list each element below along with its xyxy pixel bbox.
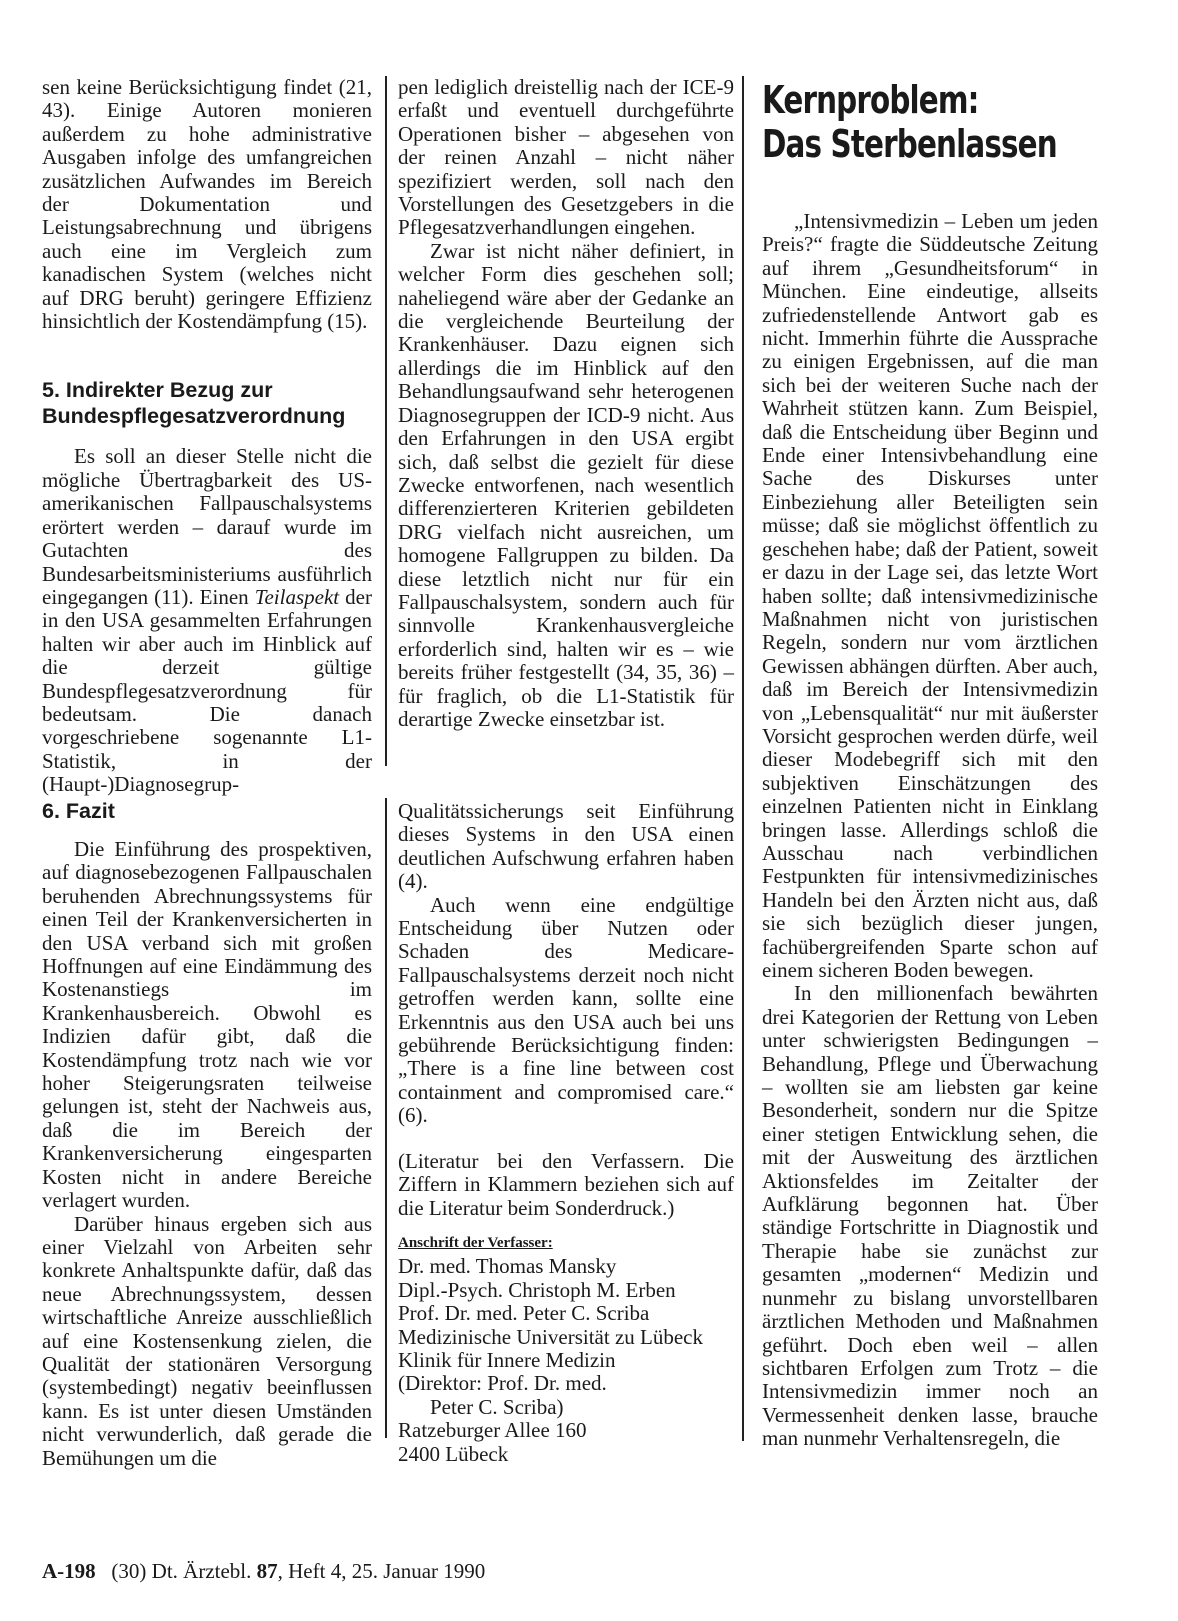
- address-line: Peter C. Scriba): [430, 1394, 564, 1419]
- column-3: [762, 78, 1098, 1451]
- issue-date: , Heft 4, 25. Januar 1990: [277, 1559, 486, 1583]
- address-line: Ratzeburger Allee 160: [398, 1418, 587, 1443]
- page-number: A-198: [42, 1559, 96, 1583]
- column-1-lower: [42, 798, 372, 1470]
- column-rule-right: [742, 76, 744, 1441]
- section-heading-5: 5. Indirekter Bezug zur Bundespflegesatzverordnung: [42, 378, 346, 429]
- section-heading-6: 6. Fazit: [42, 799, 115, 823]
- column-1: [42, 76, 372, 797]
- address-line: Prof. Dr. med. Peter C. Scriba: [398, 1301, 650, 1326]
- paragraph: sen keine Berücksichtigung findet (21, 43). Einige Autoren monieren außerdem zu hohe administrative Ausgaben infolge des umfangreichen zusätzlichen Aufwandes im Bereich der Dokumentation und Leistungsabrechnung und übrigens auch eine im Vergleich zum kanadischen System (welches nicht auf DRG beruht) geringere Effizienz hinsichtlich der Kostendämpfung (15).: [42, 75, 372, 334]
- paragraph: Zwar ist nicht näher definiert, in welcher Form dies geschehen soll; naheliegend wäre aber der Gedanke an die vergleichende Beurteilung der Krankenhäuser. Dazu eignen sich allerdings die im Hinblick auf den Behandlungsaufwand sehr heterogenen Diagnosegruppen der ICD-9 nicht. Aus den Erfahrungen in den USA ergibt sich, daß selbst die gezielt für diese Zwecke entworfenen, nach wesentlich differenzierteren Kriterien gebildeten DRG vielfach nicht ausreichen, um homogene Fallgruppen zu bilden. Da diese letztlich nicht nur für ein Fallpauschalsystem, sondern auch für sinnvolle Krankenhausvergleiche erforderlich sind, halten wir es – wie bereits früher festgestellt (34, 35, 36) – für fraglich, ob die L1-Statistik für derartige Zwecke einsetzbar ist.: [398, 238, 734, 731]
- address-line: 2400 Lübeck: [398, 1441, 509, 1466]
- column-rule-lower: [385, 798, 387, 1438]
- paragraph: Die Einführung des prospektiven, auf diagnosebezogenen Fallpauschalen beruhenden Abrechnungssystems für einen Teil der Krankenversicherten in den USA verband sich mit großen Hoffnungen auf eine Eindämmung des Kostenanstiegs im Krankenhausbereich. Obwohl es Indizien dafür gibt, daß die Kostendämpfung trotz nach wie vor hoher Steigerungsraten teilweise gelungen ist, steht der Nachweis aus, daß die im Bereich der Krankenversicherung eingesparten Kosten nicht in andere Bereiche verlagert wurden.: [42, 837, 372, 1213]
- address-line: Klinik für Innere Medizin: [398, 1347, 616, 1372]
- paragraph: pen lediglich dreistellig nach der ICE-9 erfaßt und eventuell durchgeführte Operationen bisher – abgesehen von der reinen Anzahl – nicht näher spezifiziert werden, soll nach den Vorstellungen des Gesetzgebers in die Pflegesatzverhandlungen eingehen.: [398, 75, 734, 240]
- paragraph: In den millionenfach bewährten drei Kategorien der Rettung von Leben unter schwierigsten Bedingungen – Behandlung, Pflege und Überwachung – wollten sie am liebsten gar keine Besonderheit, sondern nur die Spitze einer stetigen Entwicklung sehen, die mit der Ausweitung des ärztlichen Aktionsfeldes im Zeitalter der Aufklärung begonnen hat. Über ständige Fortschritte in Diagnostik und Therapie habe sie zunächst zur gesamten „modernen“ Medizin und nunmehr zu bislang unvorstellbaren ärztlichen Methoden und Maßnahmen geführt. Doch eben weil – allen sichtbaren Erfolgen zum Trotz – die Intensivmedizin immer noch an Vermessenheit denken lasse, brauche man nunmehr Verhaltensregeln, die: [762, 981, 1098, 1451]
- literature-note: (Literatur bei den Verfassern. Die Ziffern in Klammern beziehen sich auf die Literatur beim Sonderdruck.): [398, 1148, 734, 1220]
- paragraph: Es soll an dieser Stelle nicht die mögliche Übertragbarkeit des US-amerikanischen Fallpauschalsystems erörtert werden – darauf wurde im Gutachten des Bundesarbeitsministeriums ausführlich eingegangen (11). Einen Teilaspekt der in den USA gesammelten Erfahrungen halten wir aber auch im Hinblick auf die derzeit gültige Bundespflegesatzverordnung für bedeutsam. Die danach vorgeschriebene sogenannte L1-Statistik, in der (Haupt-)Diagnosegrup-: [42, 444, 372, 797]
- paragraph: „Intensivmedizin – Leben um jeden Preis?“ fragte die Süddeutsche Zeitung auf ihrem „Gesundheitsforum“ in München. Eine eindeutige, allseits zufriedenstellende Antwort gab es nicht. Immerhin führte die Aussprache zu einigen Ergebnissen, auf die man sich bei der weiteren Suche nach der Wahrheit stützen kann. Zum Beispiel, daß die Entscheidung über Beginn und Ende einer Intensivbehandlung eine Sache des Diskurses unter Einbeziehung aller Beteiligten sein müsse; daß sie möglichst öffentlich zu geschehen habe; daß der Patient, soweit er dazu in der Lage sei, das letzte Wort haben sollte; daß intensivmedizinische Maßnahmen nicht von juristischen Regeln, sondern nur vom ärztlichen Gewissen abhängen dürften. Aber auch, daß im Bereich der Intensivmedizin von „Lebensqualität“ nur mit äußerster Vorsicht gesprochen werden dürfe, weil dieser Modebegriff sich mit den subjektiven Einschätzungen des einzelnen Patienten nicht in Einklang bringen lasse. Allerdings schloß die Ausschau nach verbindlichen Festpunkten für intensivmedizinisches Handeln bei den Ärzten nicht aus, daß sie sich bezüglich dieser jungen, fachübergreifenden Sparte schon auf einem sicheren Boden bewegen.: [762, 209, 1098, 982]
- paragraph: Darüber hinaus ergeben sich aus einer Vielzahl von Arbeiten sehr konkrete Anhaltspunkte dafür, daß das neue Abrechnungssystem, dessen wirtschaftliche Anreize ausschließlich auf eine Kostensenkung zielen, die Qualität der stationären Versorgung (systembedingt) negativ beeinflussen kann. Es ist unter diesen Umständen nicht verwunderlich, daß gerade die Bemühungen um die: [42, 1211, 372, 1470]
- citation: (30) Dt. Ärztebl.: [111, 1559, 252, 1583]
- article-heading: Kernproblem: Das Sterbenlassen: [762, 78, 1057, 166]
- page-footer: [42, 1559, 485, 1584]
- paragraph: Qualitätssicherungs seit Einführung dieses Systems in den USA einen deutlichen Aufschwung erfahren haben (4).: [398, 799, 734, 894]
- column-2-lower: [398, 800, 734, 1466]
- address-line: (Direktor: Prof. Dr. med.: [398, 1371, 607, 1396]
- paragraph: Auch wenn eine endgültige Entscheidung über Nutzen oder Schaden des Medicare-Fallpauschalsystems derzeit noch nicht getroffen werden kann, sollte eine Erkenntnis aus den USA auch bei uns gebührende Berücksichtigung finden: „There is a fine line between cost containment and compromised care.“ (6).: [398, 892, 734, 1128]
- column-rule-upper: [385, 76, 387, 766]
- author-address: [398, 1232, 734, 1466]
- address-label: Anschrift der Verfasser:: [398, 1234, 553, 1251]
- address-line: Dr. med. Thomas Mansky: [398, 1254, 617, 1279]
- volume: 87: [256, 1559, 278, 1583]
- emphasis: Teilaspekt: [254, 584, 340, 609]
- address-line: Medizinische Universität zu Lübeck: [398, 1324, 703, 1349]
- address-line: Dipl.-Psych. Christoph M. Erben: [398, 1277, 676, 1302]
- column-2: [398, 76, 734, 731]
